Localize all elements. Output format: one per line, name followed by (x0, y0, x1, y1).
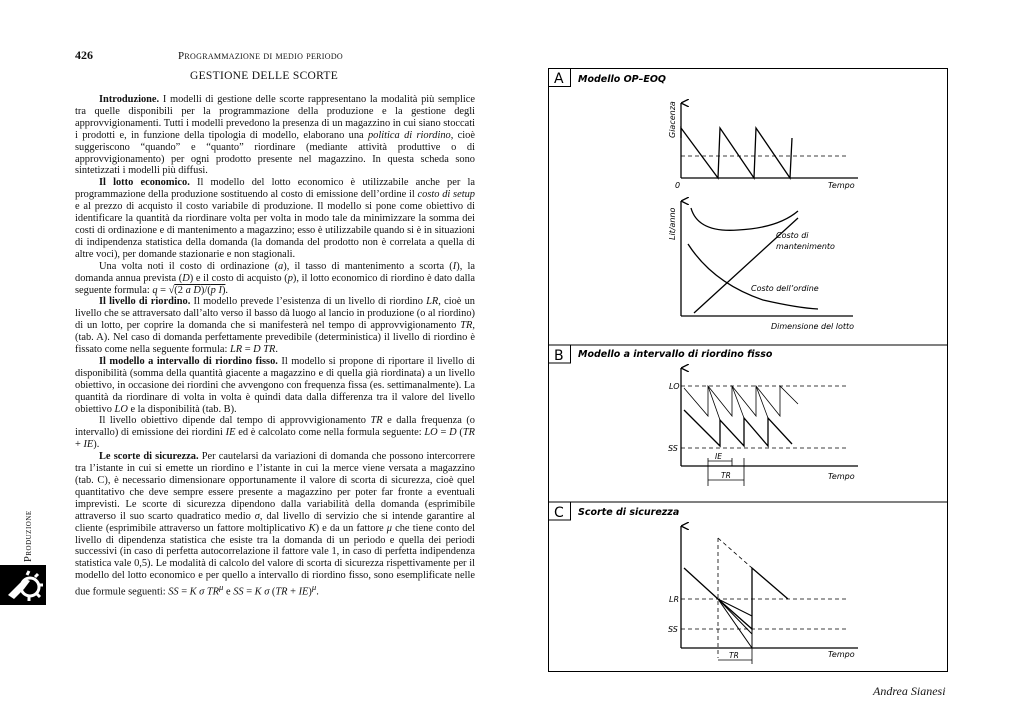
b-ss-label: SS (668, 444, 678, 453)
panel-b-letter: B (554, 348, 564, 364)
c-demand-fan (718, 599, 752, 648)
gear-hand-icon (0, 565, 46, 605)
panel-a-letter: A (554, 71, 564, 87)
a1-origin: 0 (675, 181, 681, 190)
panel-b-title: Modello a intervallo di riordino fisso (578, 349, 773, 360)
page-number: 426 (75, 48, 93, 62)
body-paragraph: Le scorte di sicurezza. Per cautelarsi da variazioni di domanda che possono intercorrere tra l’istante in cui si emette un riordino e l’istante in cui la merce viene versata a magazzino (tab. C), è necessario dimensionare opportunamente il valore di scorta di sicurezza, cioè quel quantitativo che deve sempre essere presente a magazzino per poter far fronte a eventuali imprevisti. Le scorte di sicurezza dipendono dalla variabilità della domanda (esprimibile attraverso il suo scarto quadratico medio σ, dal livello di servizio che si intende garantire al cliente (esprimibile attraverso un fattore moltiplicativo K) e da un fattore μ che tiene conto del livello di dipendenza statistica che esiste tra la domanda di un periodo e quella dei periodi successivi (in caso di perfetta autocorrelazione il fattore vale 1, in caso di perfetta indipendenza statistica vale 0,5). Le modalità di calcolo del valore di scorta di sicurezza rispettivamente per il modello del lotto economico e per quello a intervallo di riordino fisso, sono esemplificate nelle due formule seguenti: SS = K σ $TR^\mu$ e SS = K σ (TR + IE)$^\mu$. (75, 451, 475, 598)
b-lo-label: LO (669, 382, 680, 391)
figure-panels (548, 68, 948, 672)
paragraph-heading: Introduzione. (99, 94, 160, 105)
a2-total-cost-curve (691, 208, 798, 230)
paragraph-heading: Il livello di riordino. (99, 296, 191, 308)
chart-a2 (681, 201, 853, 316)
c-tr-label: TR (729, 651, 739, 660)
section-tab (0, 565, 46, 605)
chart-a1 (681, 103, 858, 178)
chart-c (681, 526, 858, 664)
b-availability-lines (684, 386, 798, 420)
panel-c-title: Scorte di sicurezza (578, 507, 680, 518)
paragraph-heading: Il lotto economico. (99, 177, 190, 189)
a2-xlabel: Dimensione del lotto (771, 322, 855, 331)
c-order-arrival-dashed (718, 538, 752, 568)
side-label (23, 492, 37, 562)
chart-b (681, 368, 858, 486)
a2-holding-label-1: Costo di (776, 231, 809, 240)
panel-a-title: Modello OP–EOQ (578, 74, 667, 85)
body-paragraph: Il livello obiettivo dipende dal tempo di approvvigionamento TR e dalla frequenza (o intervallo) di emissione dei riordini IE ed è calcolato come nella formula seguente: LO = D (TR + IE). (75, 415, 475, 451)
panel-c-letter: C (554, 505, 564, 521)
a2-holding-label-2: mantenimento (776, 242, 835, 251)
body-paragraph: Il livello di riordino. Il modello prevede l’esistenza di un livello di riordino LR, cioè un livello che se attraversato dall’alto verso il basso dà luogo al lancio in produzione (o al riordino) di un lotto, per coprire la domanda che si manifesterà nel tempo di approvvigionamento TR, (tab. A). Nel caso di domanda perfettamente prevedibile (deterministica) il livello di riordino è fissato come nella seguente formula: LR = D TR. (75, 296, 475, 356)
running-title: Programmazione di medio periodo (178, 50, 343, 62)
a1-stock-sawtooth (681, 128, 792, 178)
a1-xlabel: Tempo (828, 181, 855, 190)
paragraph-heading: Il modello a intervallo di riordino fisso. (99, 355, 278, 367)
side-label-text: Produzione (23, 510, 34, 562)
c-xlabel: Tempo (828, 650, 855, 659)
b-tr-label: TR (721, 471, 731, 480)
body-paragraph: Il lotto economico. Il modello del lotto economico è utilizzabile anche per la programmazione della produzione sostituendo al costo di emissione dell’ordine il costo di setup e al prezzo di acquisto il costo variabile di produzione. Il modello si pone come obiettivo di identificare la quantità da riordinare volta per volta in modo tale da minimizzare la somma dei costi di ordinazione e di mantenimento a magazzino; esso è utilizzabile quando si è in situazioni di indipendenza statistica della domanda (la domanda del prodotto non è correlata a quella di altre voci), per domande stazionarie e non stagionali. (75, 177, 475, 260)
a2-order-label: Costo dell’ordine (751, 284, 819, 293)
author: Andrea Sianesi (873, 684, 946, 698)
a2-ylabel: Lit/anno (668, 207, 677, 240)
b-xlabel: Tempo (828, 472, 855, 481)
a2-order-cost-curve (688, 244, 818, 309)
body-text (75, 94, 475, 599)
paragraph-heading: Le scorte di sicurezza. (99, 451, 199, 463)
b-ie-label: IE (715, 452, 722, 461)
body-paragraph: Il modello a intervallo di riordino fisso. Il modello si propone di riportare il livello di disponibilità (somma della quantità giacente a magazzino e di quella già riordinata) a un livello obiettivo, in occasione dei riordini che avvengono con frequenza fissa (es. settimanalmente). La quantità da riordinare di volta in volta è quindi data dalla differenza tra il valore del livello obiettivo LO e la disponibilità (tab. B). (75, 355, 475, 415)
b-stock-sawtooth (684, 410, 792, 446)
c-ss-label: SS (668, 625, 678, 634)
figure-frame (549, 69, 948, 672)
body-paragraph: Introduzione. I modelli di gestione delle scorte rappresentano la modalità più semplice tra quelle disponibili per la programmazione della produzione e la gestione degli approvvigionamenti. Tutti i modelli prevedono la presenza di un magazzino in cui siano stoccati i prodotti e, in funzione della tipologia di modello, elaborano una politica di riordino, cioè suggeriscono “quando” e “quanto” riordinare (mediante attività produttive o di approvvigionamento) per ogni prodotto presente nel magazzino. In questa scheda sono sintetizzati i modelli più diffusi. (75, 94, 475, 177)
c-lr-label: LR (669, 595, 680, 604)
c-stock-line (684, 568, 788, 629)
body-paragraph: Una volta noti il costo di ordinazione (a), il tasso di mantenimento a scorta (I), la domanda annua prevista (D) e il costo di acquisto (p), il lotto economico di riordino è dato dalla seguente formula: q = √(2 a D)/(p I). (75, 260, 476, 296)
section-title: GESTIONE DELLE SCORTE (190, 70, 339, 82)
a1-ylabel: Giacenza (668, 101, 677, 138)
